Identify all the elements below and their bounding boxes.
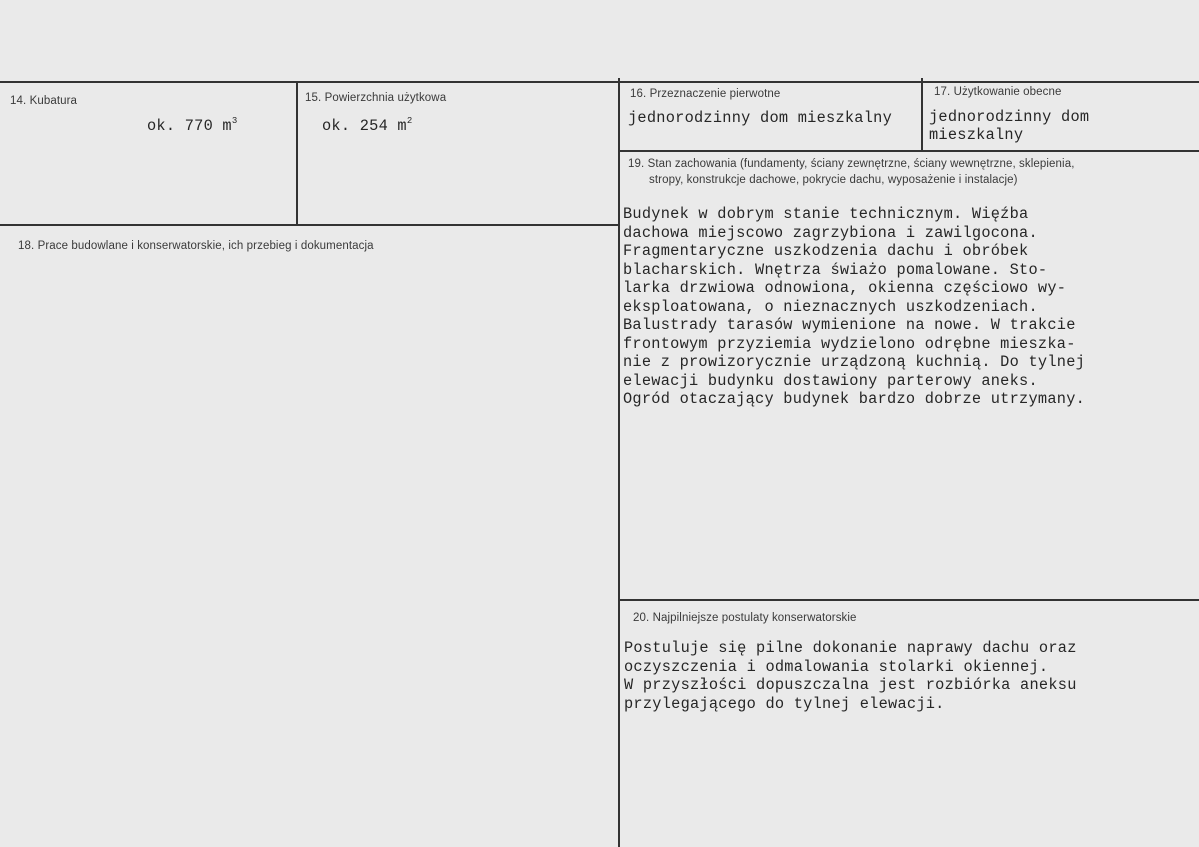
field-19-line: Fragmentaryczne uszkodzenia dachu i obróbek: [623, 242, 1029, 260]
divider-left-vertical-1: [296, 82, 298, 224]
field-20-line: przylegającego do tylnej elewacji.: [624, 694, 945, 713]
field-15-value: [322, 117, 413, 138]
divider-right-horizontal-1: [619, 150, 1199, 152]
field-20-line: oczyszczenia i odmalowania stolarki okiennej.: [624, 657, 1049, 676]
field-14-label: 14. Kubatura: [10, 95, 78, 107]
field-17-value-line-2: mieszkalny: [929, 126, 1024, 144]
field-19-line: blacharskich. Wnętrza świażo pomalowane. Sto-: [623, 260, 1048, 279]
field-20-line: W przyszłości dopuszczalna jest rozbiórka aneksu: [624, 676, 1077, 694]
field-19-line: Budynek w dobrym stanie technicznym. Więźba: [623, 205, 1029, 223]
field-19-line: dachowa miejscowo zagrzybiona i zawilgocona.: [623, 223, 1038, 242]
divider-right-horizontal-2: [619, 599, 1199, 601]
field-19-line: elewacji budynku dostawiony parterowy aneks.: [623, 371, 1038, 390]
divider-right-vertical: [921, 78, 923, 150]
field-16-label: 16. Przeznaczenie pierwotne: [630, 88, 781, 100]
field-15-unit-sup: 2: [406, 116, 413, 126]
field-15-label: 15. Powierzchnia użytkowa: [305, 92, 447, 104]
field-17-value-line-1: jednorodzinny dom: [929, 108, 1090, 126]
field-20-line: Postuluje się pilne dokonanie naprawy dachu oraz: [624, 639, 1077, 657]
field-16-value: jednorodzinny dom mieszkalny: [628, 109, 893, 127]
top-border-line: [0, 81, 1199, 83]
field-19-line: Balustrady tarasów wymienione na nowe. W trakcie: [623, 316, 1076, 334]
field-17-label: 17. Użytkowanie obecne: [934, 86, 1062, 98]
field-14-unit-sup: 3: [231, 116, 238, 126]
field-18-label: 18. Prace budowlane i konserwatorskie, ich przebieg i dokumentacja: [18, 240, 374, 252]
field-19-line: nie z prowizorycznie urządzoną kuchnią. Do tylnej: [623, 353, 1086, 371]
field-14-value-text: ok. 770 m: [147, 117, 232, 135]
divider-left-horizontal: [0, 224, 619, 226]
field-15-value-text: ok. 254 m: [322, 117, 407, 135]
field-19-line: larka drzwiowa odnowiona, okienna częściowo wy-: [623, 279, 1067, 297]
divider-main-vertical: [618, 78, 620, 847]
field-14-value: [147, 117, 238, 138]
field-19-label-line-1: 19. Stan zachowania (fundamenty, ściany zewnętrzne, ściany wewnętrzne, sklepienia,: [628, 158, 1075, 170]
field-19-line: frontowym przyziemia wydzielono odrębne mieszka-: [623, 334, 1076, 353]
field-19-line: eksploatowana, o nieznacznych uszkodzeniach.: [623, 297, 1038, 316]
field-19-label-line-2: stropy, konstrukcje dachowe, pokrycie dachu, wyposażenie i instalacje): [649, 174, 1018, 186]
field-19-line: Ogród otaczający budynek bardzo dobrze utrzymany.: [623, 390, 1086, 408]
field-20-label: 20. Najpilniejsze postulaty konserwatorskie: [633, 612, 857, 624]
